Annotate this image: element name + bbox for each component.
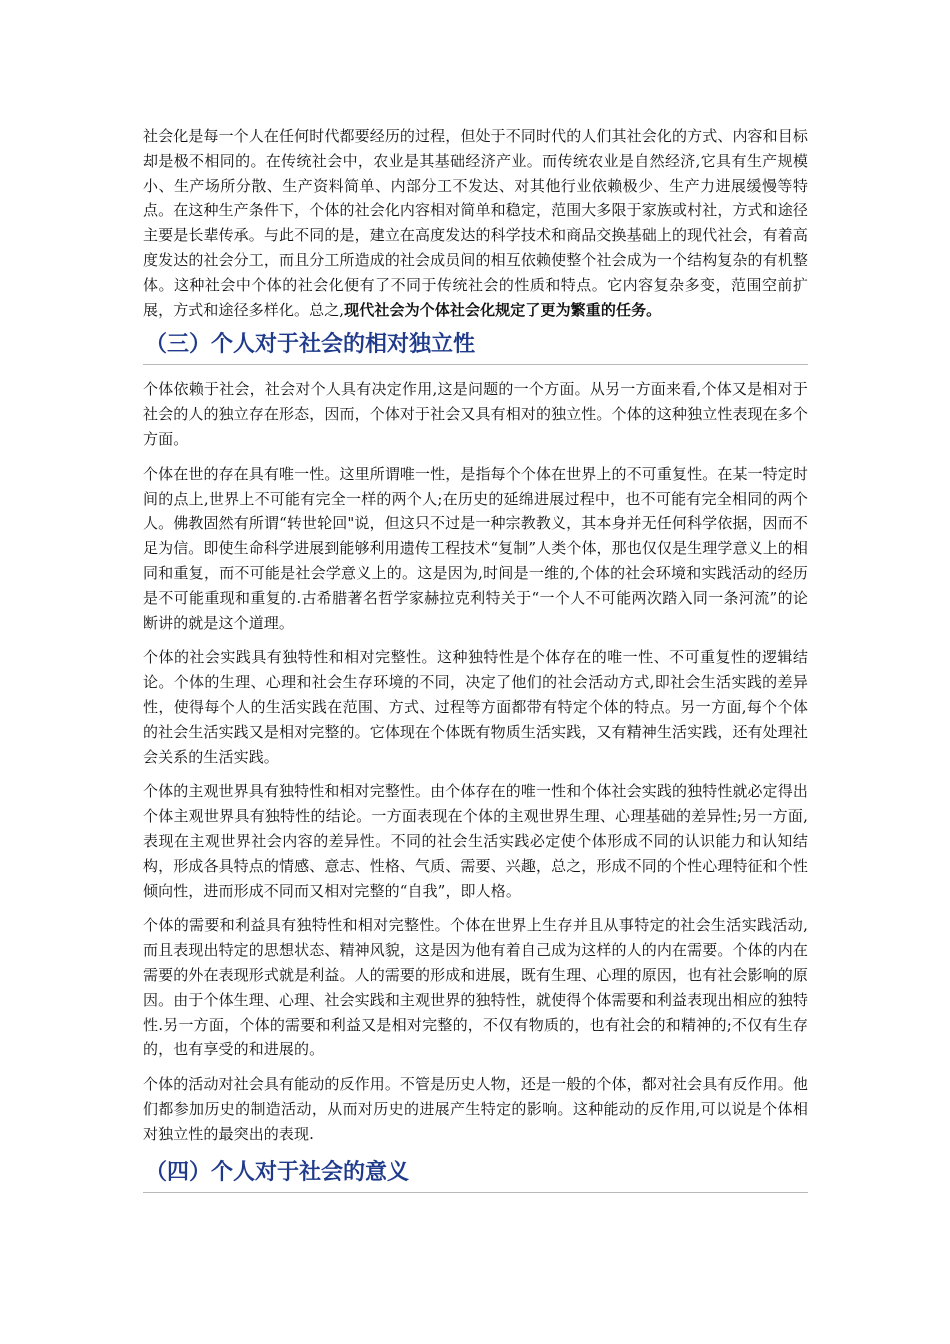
- document-page: [143, 124, 808, 1205]
- paragraph-social-practice: 个体的社会实践具有独特性和相对完整性。这种独特性是个体存在的唯一性、不可重复性的逻辑结论。个体的生理、心理和社会生存环境的不同，决定了他们的社会活动方式,即社会生活实践的差异性，使得每个人的生活实践在范围、方式、过程等方面都带有特定个体的特点。另一方面,每个个体的社会生活实践又是相对完整的。它体现在个体既有物质生活实践，又有精神生活实践，还有处理社会关系的生活实践。: [143, 648, 808, 766]
- paragraph-socialization-bold: 现代社会为个体社会化规定了更为繁重的任务。: [344, 300, 662, 319]
- paragraph-reaction-on-society: 个体的活动对社会具有能动的反作用。不管是历史人物，还是一般的个体，都对社会具有反作用。他们都参加历史的制造活动，从而对历史的进展产生特定的影响。这种能动的反作用,可以说是个体相对独立性的最突出的表现.: [143, 1075, 808, 1143]
- paragraph-subjective-world: 个体的主观世界具有独特性和相对完整性。由个体存在的唯一性和个体社会实践的独特性就必定得出个体主观世界具有独特性的结论。一方面表现在个体的主观世界生理、心理基础的差异性;另一方面,表现在主观世界社会内容的差异性。不同的社会生活实践必定使个体形成不同的认识能力和认知结构，形成各具特点的情感、意志、性格、气质、需要、兴趣，总之，形成不同的个性心理特征和个性倾向性，进而形成不同而又相对完整的“自我”，即人格。: [143, 782, 808, 900]
- paragraph-socialization: [143, 124, 808, 322]
- section-heading-significance: （四）个人对于社会的意义: [143, 1156, 808, 1193]
- section-heading-relative-independence: （三）个人对于社会的相对独立性: [143, 328, 808, 365]
- paragraph-socialization-text: 社会化是每一个人在任何时代都要经历的过程，但处于不同时代的人们其社会化的方式、内容和目标却是极不相同的。在传统社会中，农业是其基础经济产业。而传统农业是自然经济,它具有生产规模小、生产场所分散、生产资料简单、内部分工不发达、对其他行业依赖极少、生产力进展缓慢等特点。在这种生产条件下，个体的社会化内容相对简单和稳定，范围大多限于家族或村社，方式和途径主要是长辈传承。与此不同的是，建立在高度发达的科学技术和商品交换基础上的现代社会，有着高度发达的社会分工，而且分工所造成的社会成员间的相互依赖使整个社会成为一个结构复杂的有机整体。这种社会中个体的社会化便有了不同于传统社会的性质和特点。它内容复杂多变，范围空前扩展，方式和途径多样化。总之,: [143, 127, 808, 319]
- paragraph-uniqueness: 个体在世的存在具有唯一性。这里所谓唯一性，是指每个个体在世界上的不可重复性。在某一特定时间的点上,世界上不可能有完全一样的两个人;在历史的延绵进展过程中，也不可能有完全相同的两个人。佛教固然有所谓“转世轮回"说，但这只不过是一种宗教教义，其本身并无任何科学依据，因而不足为信。即使生命科学进展到能够利用遗传工程技术“复制”人类个体，那也仅仅是生理学意义上的相同和重复，而不可能是社会学意义上的。这是因为,时间是一维的,个体的社会环境和实践活动的经历是不可能重现和重复的.古希腊著名哲学家赫拉克利特关于“一个人不可能两次踏入同一条河流”的论断讲的就是这个道理。: [143, 464, 808, 632]
- paragraph-needs-interests: 个体的需要和利益具有独特性和相对完整性。个体在世界上生存并且从事特定的社会生活实践活动,而且表现出特定的思想状态、精神风貌，这是因为他有着自己成为这样的人的内在需要。个体的内在需要的外在表现形式就是利益。人的需要的形成和进展，既有生理、心理的原因，也有社会影响的原因。由于个体生理、心理、社会实践和主观世界的独特性，就使得个体需要和利益表现出相应的独特性.另一方面，个体的需要和利益又是相对完整的，不仅有物质的，也有社会的和精神的;不仅有生存的，也有享受的和进展的。: [143, 916, 808, 1059]
- paragraph-independence-intro: 个体依赖于社会，社会对个人具有决定作用,这是问题的一个方面。从另一方面来看,个体又是相对于社会的人的独立存在形态，因而，个体对于社会又具有相对的独立性。个体的这种独立性表现在多个方面。: [143, 380, 808, 448]
